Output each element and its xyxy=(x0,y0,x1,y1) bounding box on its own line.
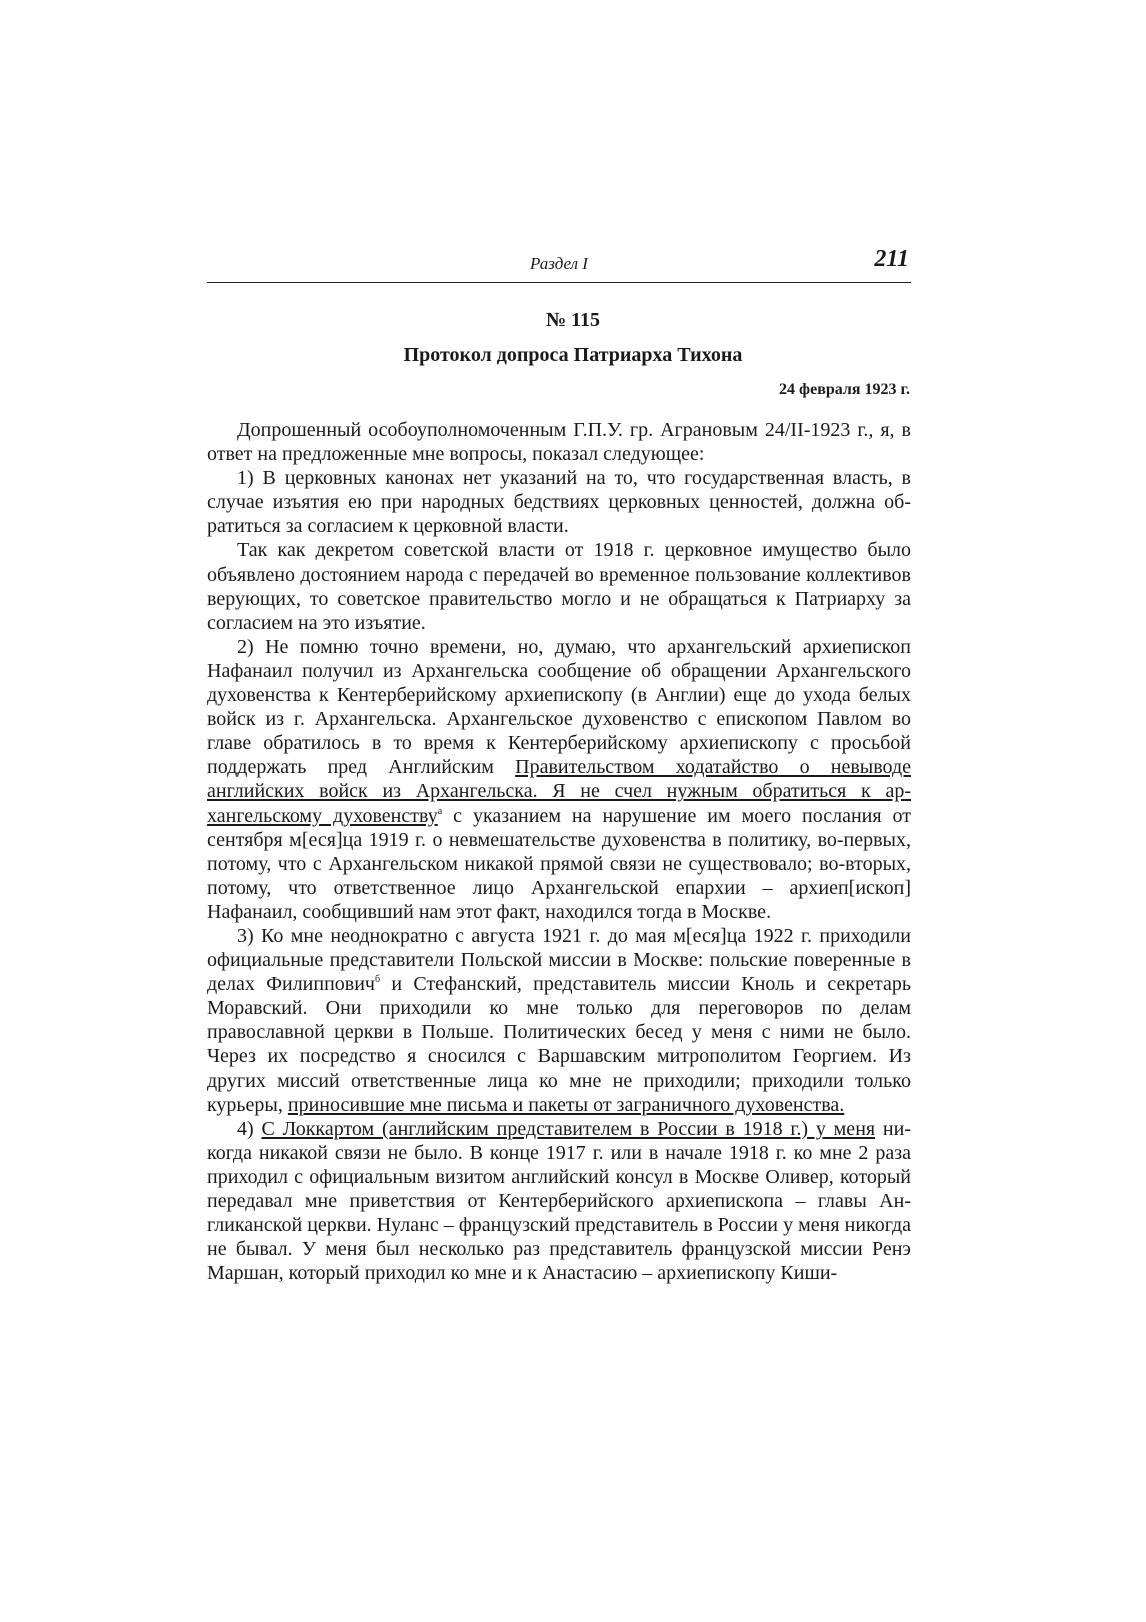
document-date: 24 февраля 1923 г. xyxy=(779,381,910,398)
paragraph-text: 4) xyxy=(237,1117,262,1140)
paragraph-text: и Стефанский, представитель миссии Кноль и секретарь Моравский. Они приходили ко мне только для переговоров по делам православной церкви в Польше. Политических бесед у меня с ними не было. Через их посредство я сносился с Варшавским митрополитом Георгием. Из других миссий ответственные лица ко мне не приходили; приходили только курьеры, xyxy=(207,973,912,1116)
document-number: № 115 xyxy=(546,309,600,331)
paragraph-answer-3 xyxy=(207,924,911,1117)
paragraph-text: никогда никакой связи не было. В конце 1917 г. или в начале 1918 г. ко мне 2 раза приходил с официальным визитом английский консул в Москве Оливер, который передавал мне приветствия от Кентерберийского архиепископа – главы Англиканской церкви. Нуланс – французский представитель в России у меня никогда не бывал. У меня был несколько раз представитель французской миссии Ренэ Маршан, который приходил ко мне и к Анастасию – архиепископу Киши- xyxy=(207,1117,911,1285)
paragraph-answer-1: 1) В церковных канонах нет указаний на то, что государственная власть, в случае изъятия ею при народных бедствиях церковных ценностей, должна обратиться за согласием к церковной власти. xyxy=(207,467,911,538)
footnote-marker: б xyxy=(375,974,381,986)
paragraph-text: с указанием на нарушение им моего послания от сентября м[еся]ца 1919 г. о невмешательстве духовенства в политику, во-первых, потому, что с Архангельском никакой прямой связи не существовало; во-вторых, потому, что ответственное лицо Архангельской епархии – архиеп[ископ] Нафанаил, сообщивший нам этот факт, находился тогда в Москве. xyxy=(207,804,912,923)
paragraph-intro: Допрошенный особоуполномоченным Г.П.У. гр. Аграновым 24/II-1923 г., я, в ответ на предложенные мне вопросы, показал следующее: xyxy=(207,419,911,466)
document-body xyxy=(207,418,911,1285)
underlined-passage: приносившие мне письма и пакеты от заграничного духовенства. xyxy=(287,1093,845,1116)
footnote-marker: а xyxy=(437,805,443,817)
page-number: 211 xyxy=(874,246,909,272)
document-title: Протокол допроса Патриарха Тихона xyxy=(403,344,743,366)
paragraph-answer-1-continued: Так как декретом советской власти от 1918 г. церковное имущество было объявлено достоянием народа с передачей во временное пользование коллективов верующих, то советское правительство могло и не обращаться к Патриарху за согласием на это изъятие. xyxy=(207,539,911,634)
paragraph-text: 3) Ко мне неоднократно с августа 1921 г. до мая м[еся]ца 1922 г. приходили официальные представители Польской миссии в Москве: польские поверенные в делах Филиппович xyxy=(207,924,911,996)
underlined-passage: С Локкартом (английским представителем в России в 1918 г.) у меня xyxy=(261,1117,876,1140)
paragraph-answer-2 xyxy=(207,635,911,924)
paragraph-text: 2) Не помню точно времени, но, думаю, что архангельский архиепископ Нафанаил получил из Архангельска сообщение об обращении Архангельского духовенства к Кентерберийскому архиепископу (в Англии) еще до ухода белых войск из г. Архангельска. Архангельское духовенство с епископом Павлом во главе обратилось в то время к Кентерберийскому архиепископу с просьбой поддержать пред Английским xyxy=(207,635,911,779)
running-head xyxy=(207,246,911,283)
section-title: Раздел I xyxy=(530,254,588,273)
underlined-passage: Правительством ходатайство о невыводе английских войск из Архангельска. Я не счел нужным обратиться к архангельскому духовенству xyxy=(207,756,911,827)
paragraph-answer-4 xyxy=(207,1117,911,1286)
